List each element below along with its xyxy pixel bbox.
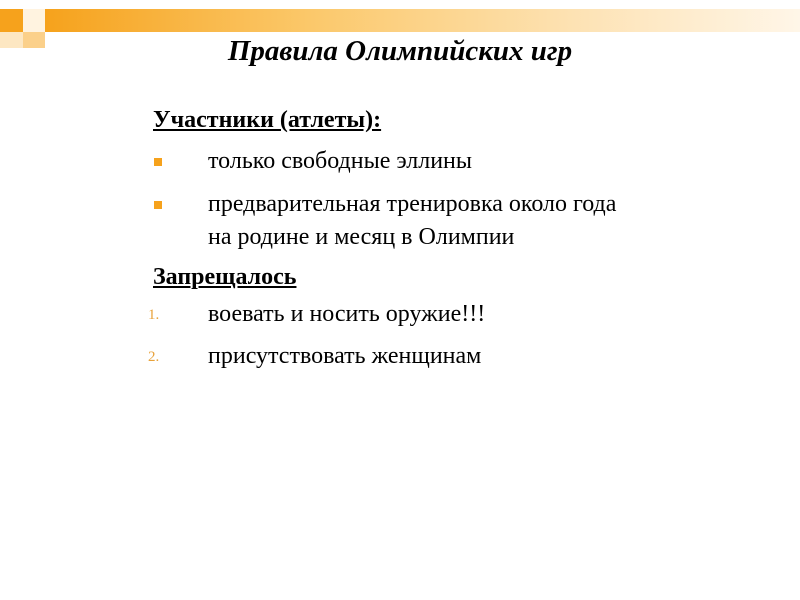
header-gradient-bar	[45, 9, 800, 32]
list-item	[148, 298, 653, 331]
prohibited-heading: Запрещалось	[153, 264, 297, 290]
slide-content	[148, 105, 653, 373]
list-item-text: присутствовать женщинам	[208, 343, 482, 369]
list-item	[153, 145, 653, 178]
list-item	[153, 188, 628, 254]
decor-square	[23, 9, 45, 32]
square-bullet-icon	[154, 201, 162, 209]
list-item-text: только свободные эллины	[208, 148, 473, 174]
list-item	[148, 340, 653, 373]
list-item-text: предварительная тренировка около года на родине и месяц в Олимпии	[208, 191, 617, 250]
slide-title: Правила Олимпийских игр	[227, 35, 573, 67]
list-number: 2.	[148, 349, 160, 365]
list-number: 1.	[148, 307, 160, 323]
participants-heading: Участники (атлеты):	[153, 107, 382, 133]
square-bullet-icon	[154, 158, 162, 166]
decor-square	[0, 9, 23, 32]
list-item-text: воевать и носить оружие!!!	[208, 301, 486, 327]
